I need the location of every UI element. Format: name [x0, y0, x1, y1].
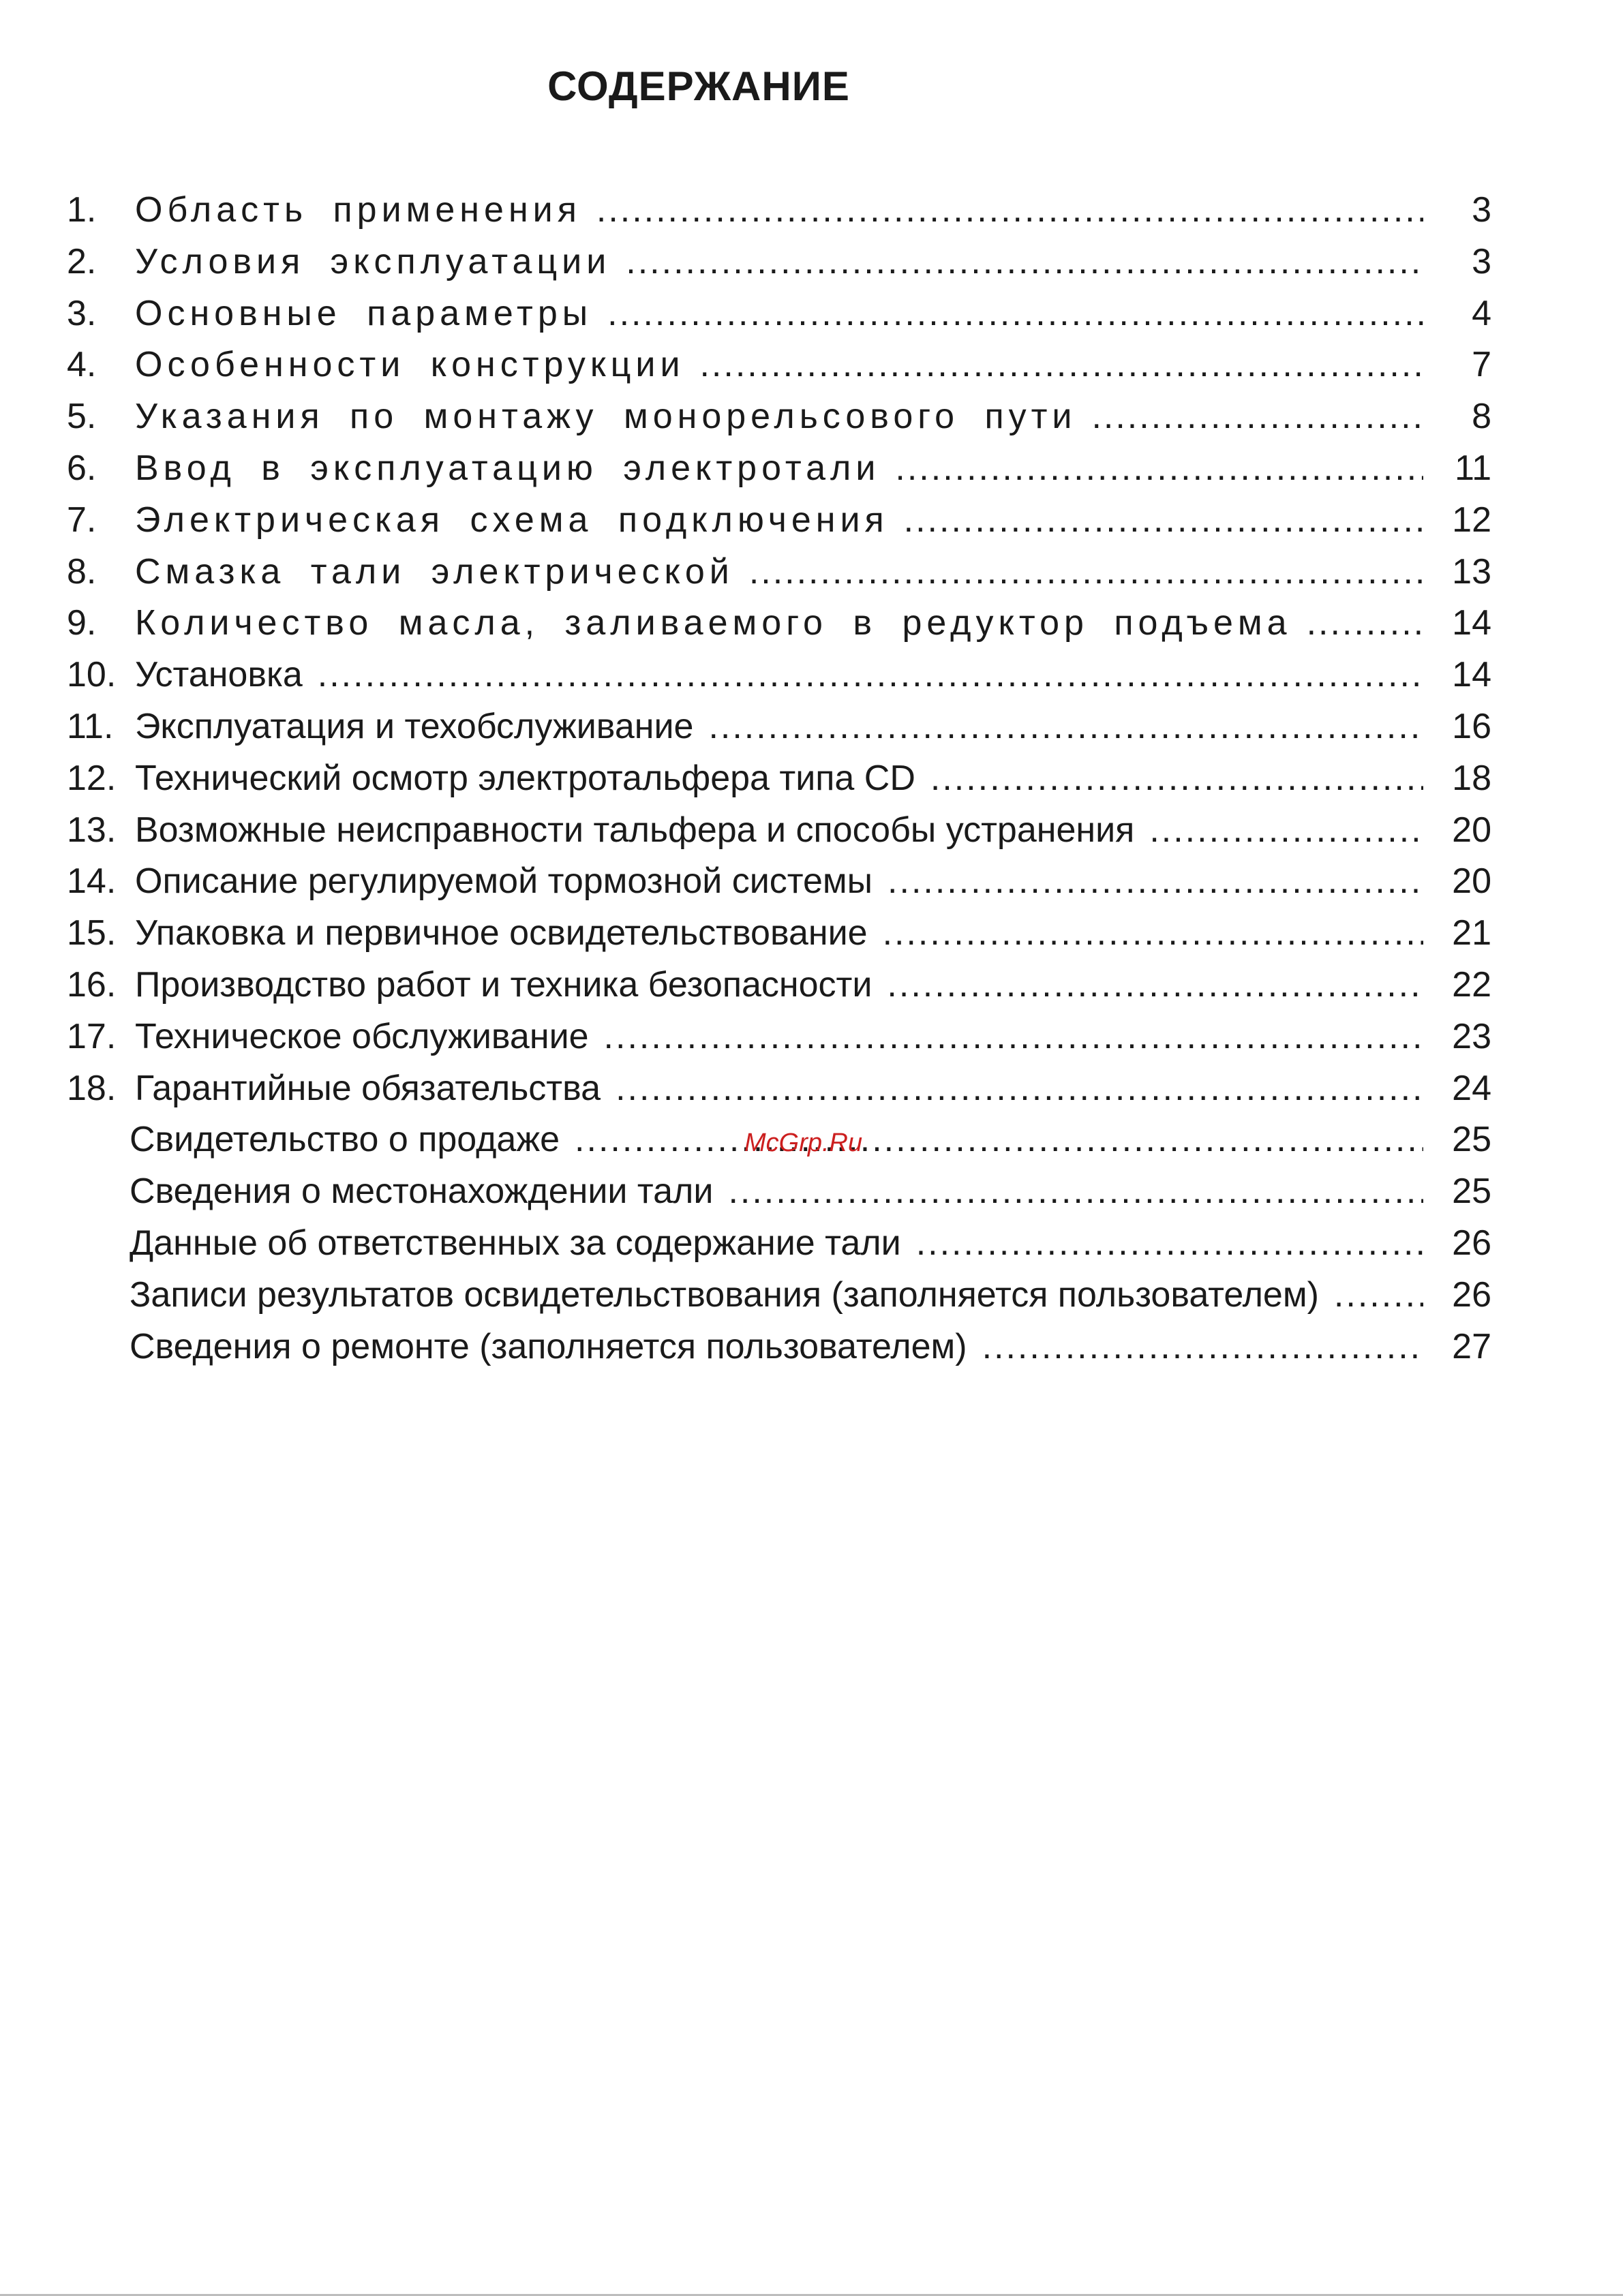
- toc-entry-number: 14.: [67, 861, 117, 902]
- toc-entry-title: Записи результатов освидетельствования (заполняется пользователем): [130, 1274, 1319, 1315]
- toc-entry-title: Электрическая схема подключения: [135, 500, 889, 540]
- toc-entry-number: 6.: [67, 448, 97, 488]
- toc-entry-title: Сведения о местонахождении тали: [130, 1172, 714, 1212]
- toc-entry-number: 4.: [67, 345, 97, 385]
- toc-dot-leader: [930, 761, 1423, 796]
- toc-entry-title: Описание регулируемой тормозной системы: [135, 861, 873, 902]
- toc-entry-number: 9.: [67, 603, 97, 643]
- toc-entry[interactable]: [67, 706, 1491, 761]
- toc-entry[interactable]: [67, 657, 1491, 709]
- toc-dot-leader: [749, 554, 1423, 590]
- toc-entry-page: 27: [1452, 1326, 1491, 1366]
- toc-dot-leader: [982, 1329, 1423, 1364]
- toc-dot-leader: [616, 1071, 1423, 1106]
- toc-entry[interactable]: [67, 964, 1491, 1019]
- toc-entry-number: 18.: [67, 1068, 117, 1108]
- toc-entry-page: 8: [1472, 397, 1491, 437]
- toc-entry-page: 14: [1452, 603, 1491, 643]
- toc-entry-title: Условия эксплуатации: [135, 241, 611, 281]
- toc-entry-page: 25: [1452, 1172, 1491, 1212]
- toc-entry[interactable]: [67, 812, 1491, 864]
- toc-entry[interactable]: [67, 1068, 1491, 1122]
- toc-dot-leader: [916, 1225, 1423, 1261]
- toc-entry-page: 26: [1452, 1274, 1491, 1315]
- toc-entry-title: Сведения о ремонте (заполняется пользователем): [130, 1326, 967, 1366]
- toc-entry[interactable]: [67, 605, 1491, 657]
- toc-entry-number: 12.: [67, 758, 117, 798]
- toc-entry-number: 17.: [67, 1016, 117, 1056]
- toc-dot-leader: [708, 709, 1423, 744]
- toc-entry-page: 23: [1452, 1016, 1491, 1056]
- toc-entry-number: 1.: [67, 190, 97, 230]
- toc-entry[interactable]: [67, 1326, 1491, 1381]
- toc-entry-number: 15.: [67, 913, 117, 953]
- toc-entry[interactable]: [67, 1274, 1491, 1329]
- toc-dot-leader: [887, 967, 1423, 1002]
- toc-dot-leader: [699, 347, 1423, 382]
- toc-dot-leader: [1149, 812, 1423, 848]
- toc-entry-title: Ввод в эксплуатацию электротали: [135, 448, 881, 488]
- toc-dot-leader: [904, 502, 1423, 538]
- table-of-contents: [67, 192, 1491, 1380]
- toc-entry[interactable]: [67, 192, 1491, 244]
- toc-entry-title: Область применения: [135, 190, 581, 230]
- toc-entry-title: Количество масла, заливаемого в редуктор подъема: [135, 603, 1292, 643]
- toc-entry-title: Указания по монтажу монорельсового пути: [135, 397, 1077, 437]
- toc-entry-number: 11.: [67, 706, 114, 746]
- toc-dot-leader: [596, 192, 1423, 228]
- toc-entry[interactable]: [67, 1225, 1491, 1277]
- toc-entry-page: 3: [1472, 241, 1491, 281]
- toc-entry[interactable]: [67, 758, 1491, 812]
- toc-entry-number: 2.: [67, 241, 97, 281]
- toc-entry[interactable]: [67, 551, 1491, 606]
- toc-entry[interactable]: [67, 1016, 1491, 1071]
- toc-dot-leader: [318, 657, 1423, 692]
- toc-dot-leader: [888, 863, 1423, 899]
- toc-entry[interactable]: [67, 450, 1491, 502]
- toc-entry-title: Смазка тали электрической: [135, 551, 734, 592]
- toc-entry-title: Гарантийные обязательства: [135, 1068, 601, 1108]
- toc-entry-page: 20: [1452, 810, 1491, 850]
- toc-entry[interactable]: [67, 915, 1491, 967]
- toc-entry-title: Упаковка и первичное освидетельствование: [135, 913, 868, 953]
- watermark: McGrp.Ru: [744, 1129, 863, 1157]
- toc-dot-leader: [895, 450, 1423, 486]
- toc-entry-number: 7.: [67, 500, 97, 540]
- toc-entry-page: 4: [1472, 293, 1491, 333]
- toc-entry-title: Производство работ и техника безопасности: [135, 964, 873, 1005]
- toc-entry[interactable]: [67, 347, 1491, 399]
- toc-entry-page: 25: [1452, 1120, 1491, 1160]
- toc-dot-leader: [1091, 399, 1423, 434]
- toc-dot-leader: [607, 296, 1423, 331]
- toc-entry-number: 10.: [67, 655, 117, 695]
- toc-entry-number: 5.: [67, 397, 97, 437]
- toc-entry-title: Техническое обслуживание: [135, 1016, 589, 1056]
- toc-dot-leader: [626, 244, 1423, 279]
- toc-entry-title: Возможные неисправности тальфера и способы устранения: [135, 810, 1135, 850]
- toc-dot-leader: [728, 1174, 1423, 1209]
- toc-entry-title: Эксплуатация и техобслуживание: [135, 706, 694, 746]
- toc-dot-leader: [575, 1122, 1423, 1157]
- toc-entry-title: Данные об ответственных за содержание тали: [130, 1223, 901, 1263]
- toc-entry-title: Технический осмотр электротальфера типа CD: [135, 758, 915, 798]
- toc-entry-number: 8.: [67, 551, 97, 592]
- toc-entry-page: 16: [1452, 706, 1491, 746]
- toc-entry[interactable]: [67, 502, 1491, 554]
- toc-entry-title: Установка: [135, 655, 303, 695]
- toc-entry-number: 3.: [67, 293, 97, 333]
- toc-dot-leader: [1307, 605, 1423, 641]
- toc-entry-title: Особенности конструкции: [135, 345, 685, 385]
- toc-entry[interactable]: [67, 241, 1491, 296]
- toc-entry[interactable]: [67, 399, 1491, 450]
- toc-entry-number: 16.: [67, 964, 117, 1005]
- toc-entry-page: 18: [1452, 758, 1491, 798]
- toc-entry-title: Свидетельство о продаже: [130, 1120, 560, 1160]
- toc-entry-page: 24: [1452, 1068, 1491, 1108]
- toc-entry-page: 21: [1452, 913, 1491, 953]
- page-title: СОДЕРЖАНИЕ: [547, 63, 850, 109]
- toc-entry-page: 7: [1472, 345, 1491, 385]
- toc-entry-page: 22: [1452, 964, 1491, 1005]
- toc-entry-page: 12: [1452, 500, 1491, 540]
- toc-entry-page: 13: [1452, 551, 1491, 592]
- toc-entry-page: 26: [1452, 1223, 1491, 1263]
- toc-entry-title: Основные параметры: [135, 293, 593, 333]
- toc-entry-page: 20: [1452, 861, 1491, 902]
- toc-entry-page: 14: [1452, 655, 1491, 695]
- toc-entry-number: 13.: [67, 810, 117, 850]
- toc-entry[interactable]: [67, 293, 1491, 348]
- toc-dot-leader: [604, 1019, 1423, 1054]
- toc-entry[interactable]: [67, 1174, 1491, 1225]
- toc-dot-leader: [1334, 1277, 1423, 1313]
- toc-entry-page: 11: [1455, 448, 1491, 488]
- toc-dot-leader: [883, 915, 1423, 951]
- toc-entry[interactable]: [67, 863, 1491, 915]
- toc-entry-page: 3: [1472, 190, 1491, 230]
